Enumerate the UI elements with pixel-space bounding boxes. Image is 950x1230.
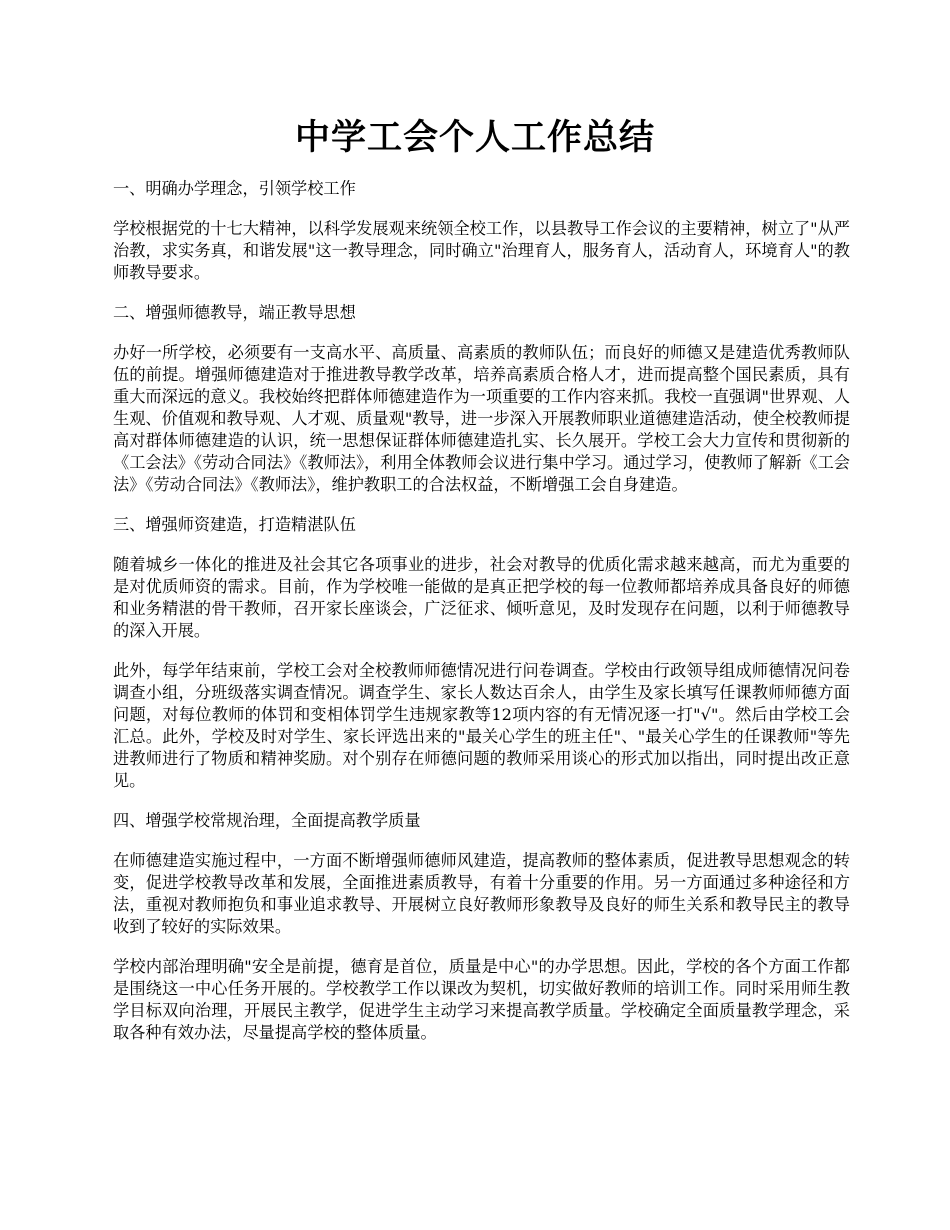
paragraph: 办好一所学校，必须要有一支高水平、高质量、高素质的教师队伍；而良好的师德又是建造优秀教师队伍的前提。增强师德建造对于推进教导教学改革，培养高素质合格人才，进而提高整个国民素质，具有重大而深远的意义。我校始终把群体师德建造作为一项重要的工作内容来抓。我校一直强调"世界观、人生观、价值观和教导观、人才观、质量观"教导，进一步深入开展教师职业道德建造活动，使全校教师提高对群体师德建造的认识，统一思想保证群体师德建造扎实、长久展开。学校工会大力宣传和贯彻新的《工会法》《劳动合同法》《教师法》，利用全体教师会议进行集中学习。通过学习，使教师了解新《工会法》《劳动合同法》《教师法》，维护教职工的合法权益，不断增强工会自身建造。 — [113, 343, 850, 494]
document-body — [113, 178, 850, 1062]
section-heading: 二、增强师德教导，端正教导思想 — [113, 303, 356, 322]
paragraph: 随着城乡一体化的推进及社会其它各项事业的进步，社会对教导的优质化需求越来越高，而尤为重要的是对优质师资的需求。目前，作为学校唯一能做的是真正把学校的每一位教师都培养成具备良好的师德和业务精湛的骨干教师，召开家长座谈会，广泛征求、倾听意见，及时发现存在问题，以利于师德教导的深入开展。 — [113, 555, 850, 640]
section-heading: 三、增强师资建造，打造精湛队伍 — [113, 515, 356, 534]
paragraph: 在师德建造实施过程中，一方面不断增强师德师风建造，提高教师的整体素质，促进教导思想观念的转变，促进学校教导改革和发展，全面推进素质教导，有着十分重要的作用。另一方面通过多种途径和方法，重视对教师抱负和事业追求教导、开展树立良好教师形象教导及良好的师生关系和教导民主的教导收到了较好的实际效果。 — [113, 851, 850, 936]
section-3 — [113, 514, 850, 792]
section-heading: 四、增强学校常规治理，全面提高教学质量 — [113, 811, 421, 830]
section-4 — [113, 810, 850, 1044]
document-title: 中学工会个人工作总结 — [294, 117, 655, 158]
paragraph: 学校内部治理明确"安全是前提，德育是首位，质量是中心"的办学思想。因此，学校的各个方面工作都是围绕这一中心任务开展的。学校教学工作以课改为契机，切实做好教师的培训工作。同时采用师生教学目标双向治理，开展民主教学，促进学生主动学习来提高教学质量。学校确定全面质量教学理念，采取各种有效办法，尽量提高学校的整体质量。 — [113, 957, 850, 1042]
section-2 — [113, 302, 850, 496]
section-heading: 一、明确办学理念，引领学校工作 — [113, 179, 356, 198]
paragraph: 学校根据党的十七大精神，以科学发展观来统领全校工作，以县教导工作会议的主要精神，树立了"从严治教，求实务真，和谐发展"这一教导理念，同时确立"治理育人，服务育人，活动育人，环境育人"的教师教导要求。 — [113, 219, 850, 282]
paragraph: 此外，每学年结束前，学校工会对全校教师师德情况进行问卷调查。学校由行政领导组成师德情况问卷调查小组，分班级落实调查情况。调查学生、家长人数达百余人，由学生及家长填写任课教师师德方面问题，对每位教师的体罚和变相体罚学生违规家教等12项内容的有无情况逐一打"√"。然后由学校工会汇总。此外，学校及时对学生、家长评选出来的"最关心学生的班主任"、"最关心学生的任课教师"等先进教师进行了物质和精神奖励。对个别存在师德问题的教师采用谈心的形式加以指出，同时提出改正意见。 — [113, 661, 850, 790]
section-1 — [113, 178, 850, 284]
